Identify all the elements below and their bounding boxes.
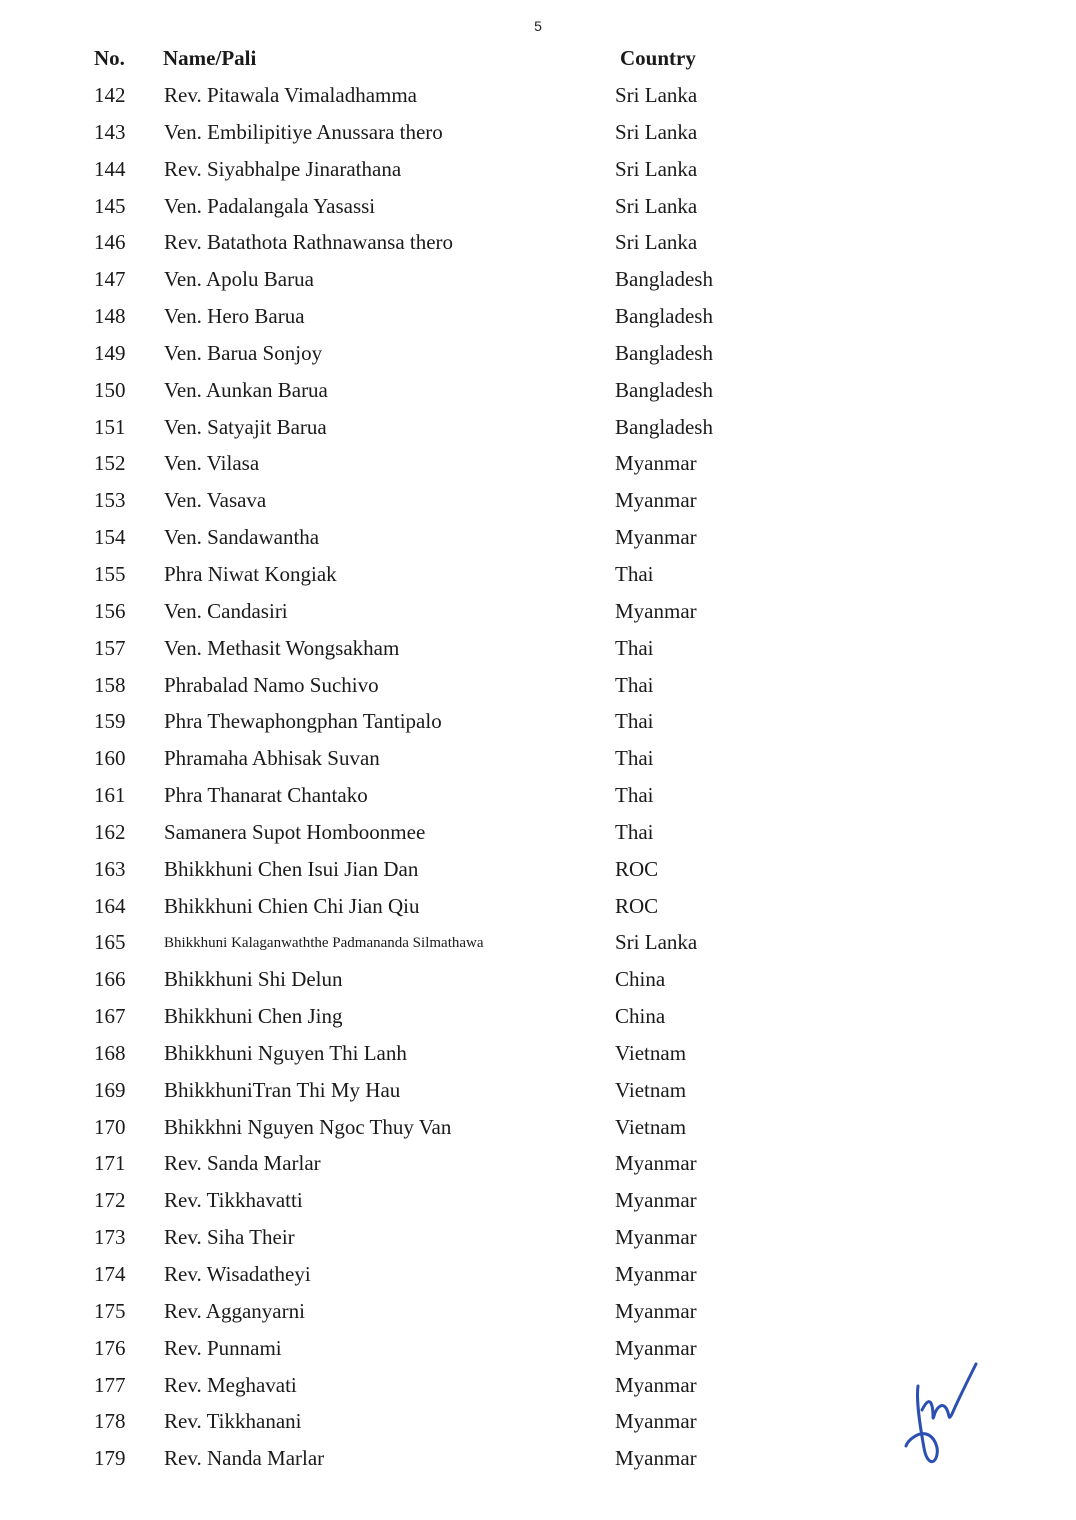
row-name: Rev. Punnami — [164, 1335, 282, 1360]
table-body — [0, 80, 1076, 1480]
row-name: Ven. Satyajit Barua — [164, 414, 327, 439]
row-number: 152 — [94, 451, 126, 476]
row-name: Bhikkhuni Shi Delun — [164, 967, 343, 992]
row-number: 158 — [94, 672, 126, 697]
row-name: Bhikkhni Nguyen Ngoc Thuy Van — [164, 1114, 452, 1139]
row-country: Thai — [615, 635, 654, 660]
row-name: Ven. Barua Sonjoy — [164, 340, 323, 365]
row-number: 171 — [94, 1151, 126, 1176]
row-number: 174 — [94, 1262, 126, 1286]
row-country: Sri Lanka — [615, 230, 698, 255]
row-number: 166 — [94, 967, 126, 992]
row-country: Myanmar — [615, 1188, 697, 1213]
row-number: 154 — [94, 525, 126, 550]
row-name: Rev. Sanda Marlar — [164, 1151, 321, 1176]
table-row — [0, 301, 1076, 338]
row-number: 161 — [94, 783, 126, 808]
row-country: Thai — [615, 709, 654, 734]
row-number: 160 — [94, 746, 126, 771]
row-country: ROC — [615, 893, 659, 918]
handwritten-signature — [896, 1356, 986, 1476]
row-name: Rev. Siha Their — [164, 1225, 295, 1250]
row-country: Myanmar — [615, 1225, 697, 1250]
row-name: Bhikkhuni Chien Chi Jian Qiu — [164, 893, 420, 918]
row-country: Thai — [615, 746, 654, 771]
row-country: Myanmar — [615, 1298, 697, 1323]
row-number: 179 — [94, 1446, 126, 1471]
row-country: Bangladesh — [615, 267, 713, 292]
row-country: Bangladesh — [615, 304, 713, 329]
table-row — [0, 854, 1076, 891]
table-row — [0, 1296, 1076, 1333]
row-country: Myanmar — [615, 598, 697, 623]
table-row — [0, 338, 1076, 375]
row-country: Thai — [615, 783, 654, 808]
row-number: 175 — [94, 1298, 126, 1323]
row-number: 176 — [94, 1335, 126, 1360]
row-country: China — [615, 967, 666, 992]
table-row — [0, 927, 1076, 964]
row-name: Bhikkhuni Kalaganwaththe Padmananda Silmathawa — [164, 935, 484, 952]
row-name: BhikkhuniTran Thi My Hau — [164, 1077, 401, 1102]
row-number: 178 — [94, 1409, 126, 1434]
table-row — [0, 596, 1076, 633]
table-row — [0, 1148, 1076, 1185]
table-row — [0, 559, 1076, 596]
table-row — [0, 1112, 1076, 1149]
row-number: 150 — [94, 377, 126, 402]
row-number: 165 — [94, 930, 126, 955]
row-name: Phramaha Abhisak Suvan — [164, 746, 380, 771]
page-number: 5 — [534, 18, 542, 34]
row-name: Ven. Aunkan Barua — [164, 377, 328, 402]
row-country: Bangladesh — [615, 414, 713, 439]
row-name: Bhikkhuni Chen Isui Jian Dan — [164, 856, 419, 881]
row-country: Myanmar — [615, 1446, 697, 1471]
row-name: Rev. Pitawala Vimaladhamma — [164, 83, 418, 107]
row-country: Myanmar — [615, 1262, 697, 1286]
row-number: 173 — [94, 1225, 126, 1250]
table-row — [0, 80, 1076, 117]
row-number: 155 — [94, 561, 126, 586]
row-number: 142 — [94, 83, 126, 107]
table-row — [0, 780, 1076, 817]
row-number: 151 — [94, 414, 126, 439]
table-row — [0, 412, 1076, 449]
row-number: 164 — [94, 893, 126, 918]
row-number: 146 — [94, 230, 126, 255]
row-country: Sri Lanka — [615, 156, 698, 181]
row-number: 143 — [94, 119, 126, 144]
row-name: Rev. Tikkhavatti — [164, 1188, 303, 1213]
row-country: China — [615, 1004, 666, 1029]
row-name: Ven. Vilasa — [164, 451, 260, 476]
row-name: Rev. Meghavati — [164, 1372, 297, 1397]
row-number: 169 — [94, 1077, 126, 1102]
row-name: Ven. Candasiri — [164, 598, 288, 623]
row-number: 147 — [94, 267, 126, 292]
header-name: Name/Pali — [163, 46, 257, 70]
row-name: Rev. Siyabhalpe Jinarathana — [164, 156, 402, 181]
row-number: 163 — [94, 856, 126, 881]
row-number: 162 — [94, 819, 126, 844]
row-name: Phrabalad Namo Suchivo — [164, 672, 379, 697]
row-country: Myanmar — [615, 1335, 697, 1360]
row-country: Myanmar — [615, 1372, 697, 1397]
table-row — [0, 154, 1076, 191]
table-row — [0, 1001, 1076, 1038]
table-row — [0, 1259, 1076, 1296]
row-number: 145 — [94, 193, 126, 218]
row-country: Bangladesh — [615, 340, 713, 365]
row-name: Ven. Embilipitiye Anussara thero — [164, 119, 443, 144]
table-row — [0, 964, 1076, 1001]
row-name: Rev. Agganyarni — [164, 1298, 305, 1323]
row-country: Vietnam — [615, 1040, 687, 1065]
row-number: 148 — [94, 304, 126, 329]
row-number: 159 — [94, 709, 126, 734]
row-name: Bhikkhuni Chen Jing — [164, 1004, 343, 1029]
row-country: Vietnam — [615, 1114, 687, 1139]
row-name: Ven. Hero Barua — [164, 304, 305, 329]
row-name: Samanera Supot Homboonmee — [164, 819, 426, 844]
row-number: 168 — [94, 1040, 126, 1065]
row-name: Ven. Vasava — [164, 488, 267, 513]
row-country: ROC — [615, 856, 659, 881]
table-row — [0, 522, 1076, 559]
table-header — [0, 46, 1076, 76]
table-row — [0, 633, 1076, 670]
row-name: Rev. Nanda Marlar — [164, 1446, 325, 1471]
table-row — [0, 670, 1076, 707]
row-name: Rev. Batathota Rathnawansa thero — [164, 230, 454, 255]
table-row — [0, 743, 1076, 780]
row-number: 153 — [94, 488, 126, 513]
row-number: 167 — [94, 1004, 126, 1029]
row-country: Thai — [615, 672, 654, 697]
row-country: Bangladesh — [615, 377, 713, 402]
table-row — [0, 264, 1076, 301]
row-number: 170 — [94, 1114, 126, 1139]
row-number: 144 — [94, 156, 126, 181]
row-name: Phra Thanarat Chantako — [164, 783, 368, 808]
table-row — [0, 817, 1076, 854]
row-country: Sri Lanka — [615, 930, 698, 955]
table-row — [0, 1222, 1076, 1259]
row-name: Rev. Wisadatheyi — [164, 1262, 311, 1286]
table-row — [0, 117, 1076, 154]
row-country: Sri Lanka — [615, 83, 698, 107]
table-row — [0, 1038, 1076, 1075]
row-name: Rev. Tikkhanani — [164, 1409, 302, 1434]
row-country: Myanmar — [615, 525, 697, 550]
table-row — [0, 375, 1076, 412]
row-name: Ven. Methasit Wongsakham — [164, 635, 400, 660]
row-country: Sri Lanka — [615, 119, 698, 144]
table-row — [0, 1075, 1076, 1112]
row-number: 177 — [94, 1372, 126, 1397]
row-country: Sri Lanka — [615, 193, 698, 218]
row-name: Ven. Padalangala Yasassi — [164, 193, 376, 218]
row-name: Phra Niwat Kongiak — [164, 561, 337, 586]
row-name: Ven. Apolu Barua — [164, 267, 314, 292]
header-no: No. — [94, 46, 125, 70]
row-country: Myanmar — [615, 1151, 697, 1176]
table-row — [0, 227, 1076, 264]
table-row — [0, 448, 1076, 485]
row-country: Myanmar — [615, 488, 697, 513]
row-name: Ven. Sandawantha — [164, 525, 320, 550]
table-row — [0, 706, 1076, 743]
row-country: Thai — [615, 561, 654, 586]
table-row — [0, 1185, 1076, 1222]
row-number: 156 — [94, 598, 126, 623]
row-number: 157 — [94, 635, 126, 660]
row-country: Myanmar — [615, 1409, 697, 1434]
table-row — [0, 485, 1076, 522]
row-name: Bhikkhuni Nguyen Thi Lanh — [164, 1040, 407, 1065]
row-number: 172 — [94, 1188, 126, 1213]
table-row — [0, 891, 1076, 928]
row-name: Phra Thewaphongphan Tantipalo — [164, 709, 442, 734]
row-country: Thai — [615, 819, 654, 844]
header-country: Country — [620, 46, 696, 70]
row-country: Myanmar — [615, 451, 697, 476]
row-number: 149 — [94, 340, 126, 365]
table-row — [0, 191, 1076, 228]
row-country: Vietnam — [615, 1077, 687, 1102]
